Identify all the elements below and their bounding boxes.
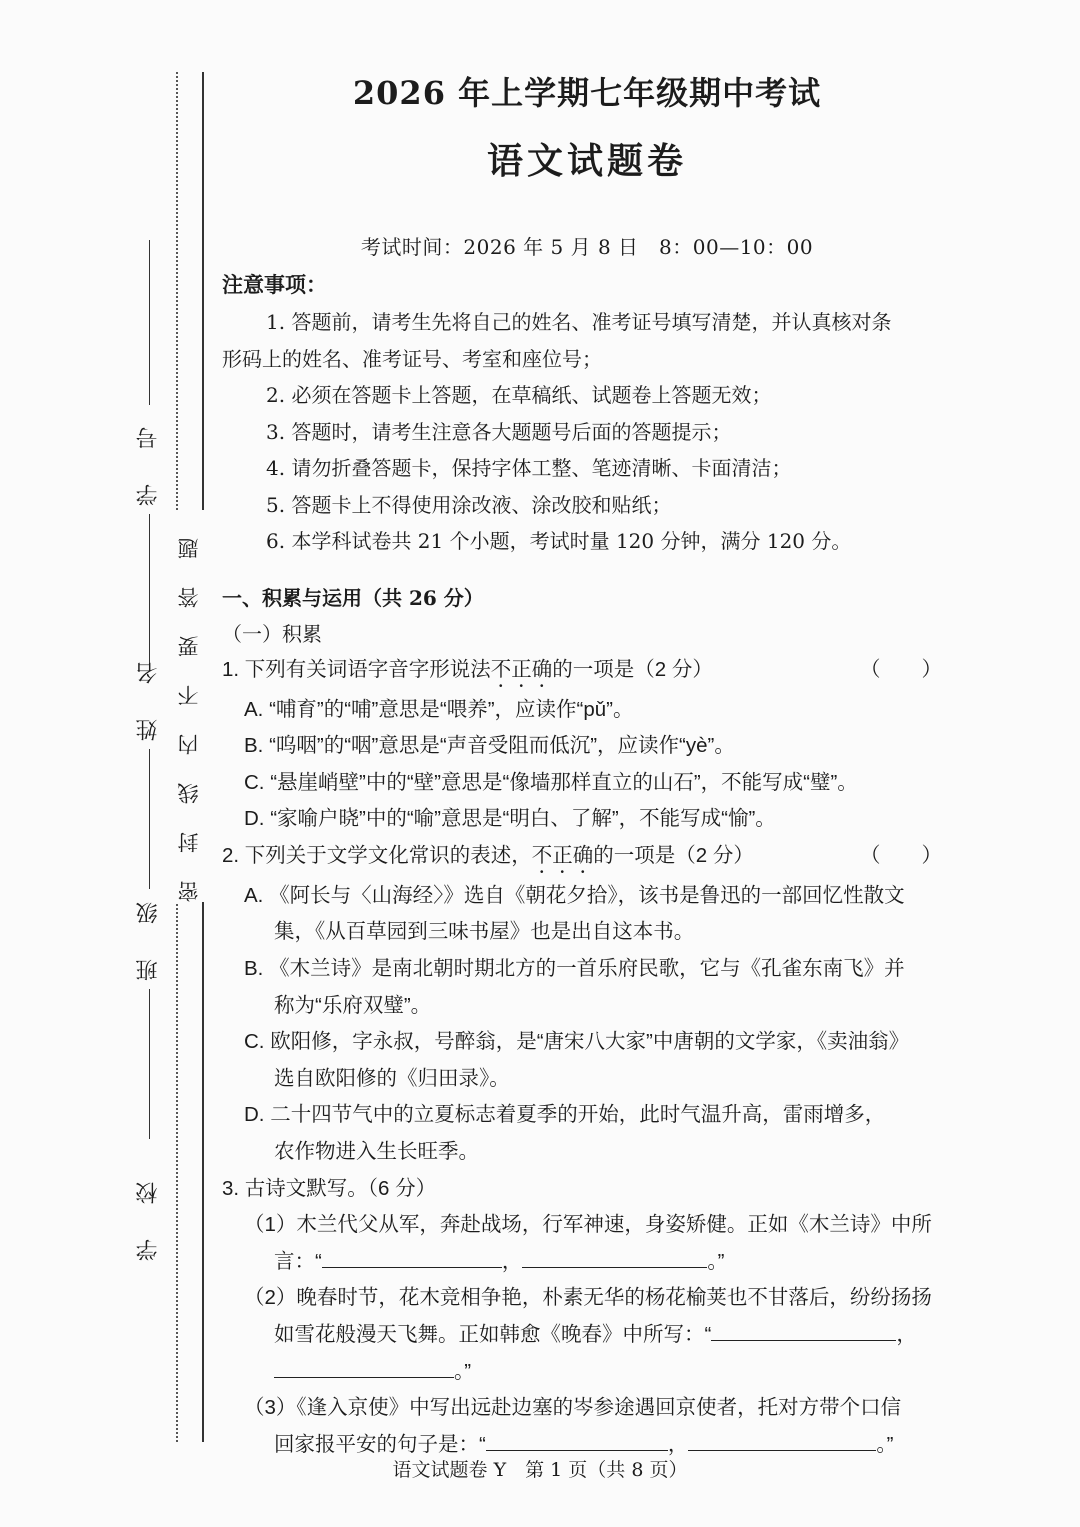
- school-field: [132, 1160, 166, 1269]
- option-a: A. 《阿长与〈山海经〉》选自《朝花夕拾》，该书是鲁迅的一部回忆性散文 集，《从百草园到三味书屋》也是出自这本书。: [244, 883, 905, 944]
- seal-warning-text: 密封线内不要答题: [174, 510, 204, 902]
- exam-content: [222, 70, 952, 1463]
- emphasis-text: 不正确: [531, 843, 594, 867]
- option-b: B. 《木兰诗》是南北朝时期北方的一首乐府民歌，它与《孔雀东南飞》并 称为“乐府双璧”。: [244, 957, 905, 1017]
- question-1: [222, 652, 952, 838]
- name-field: [132, 640, 166, 889]
- sub-question-1: （1）木兰代父从军，奔赴战场，行军神速，身姿矫健。正如《木兰诗》中所 言：“ ， 。”: [244, 1213, 932, 1273]
- student-id-field: [132, 240, 166, 664]
- answer-blank[interactable]: [522, 1247, 707, 1268]
- question-1-stem: 1. 下列有关词语字音字形说法不正确的一项是（2 分） （ ）: [222, 652, 952, 692]
- answer-blank[interactable]: [711, 1320, 896, 1341]
- subsection-heading: （一）积累: [222, 621, 322, 646]
- notice-item: 5. 答题卡上不得使用涂改液、涂改胶和贴纸；: [266, 492, 672, 517]
- class-label: 班 级: [136, 888, 161, 981]
- option-a: A. “哺育”的“哺”意思是“喂养”，应读作“pǔ”。: [244, 697, 634, 721]
- student-id-blank: [149, 240, 150, 405]
- exam-time: 考试时间：2026 年 5 月 8 日 8：00—10：00: [360, 235, 814, 259]
- notice-list: [222, 304, 952, 560]
- section-heading: 一、积累与运用（共 26 分）: [222, 585, 484, 610]
- school-label: 学 校: [136, 1168, 161, 1261]
- option-d: D. 二十四节气中的立夏标志着夏季的开始，此时气温升高，雷雨增多， 农作物进入生长旺季。: [244, 1103, 886, 1164]
- page-footer: 语文试题卷 Y 第 1 页（共 8 页）: [392, 1459, 688, 1481]
- notice-item: 2. 必须在答题卡上答题，在草稿纸、试题卷上答题无效；: [266, 383, 772, 407]
- notice-title: 注意事项：: [222, 272, 327, 297]
- answer-blank[interactable]: [274, 1357, 454, 1378]
- emphasis-text: 不正确: [490, 657, 553, 681]
- answer-blank[interactable]: [322, 1247, 502, 1268]
- answer-paren: （ ）: [860, 843, 942, 867]
- notice-item: 6. 本学科试卷共 21 个小题，考试时量 120 分钟，满分 120 分。: [266, 529, 852, 553]
- sub-question-3: （3）《逢入京使》中写出远赴边塞的岑参途遇回京使者，托对方带个口信 回家报平安的句子是：“ ， 。”: [244, 1396, 902, 1456]
- notice-item: 1. 答题前，请考生先将自己的姓名、准考证号填写清楚，并认真核对条: [266, 310, 892, 334]
- option-c: C. “悬崖峭壁”中的“壁”意思是“像墙那样直立的山石”，不能写成“璧”。: [244, 770, 858, 794]
- notice-item: 3. 答题时，请考生注意各大题题号后面的答题提示；: [266, 419, 732, 444]
- option-b: B. “呜咽”的“咽”意思是“声音受阻而低沉”，应读作“yè”。: [244, 734, 735, 758]
- name-label: 姓 名: [136, 648, 161, 741]
- name-blank: [149, 749, 150, 889]
- option-d: D. “家喻户晓”中的“喻”意思是“明白、了解”，不能写成“愉”。: [244, 807, 776, 831]
- answer-paren: （ ）: [860, 657, 942, 681]
- answer-blank[interactable]: [486, 1430, 668, 1451]
- class-field: [132, 880, 166, 1139]
- question-2-stem: 2. 下列关于文学文化常识的表述，不正确的一项是（2 分） （ ）: [222, 838, 952, 878]
- question-3-stem: 3. 古诗文默写。（6 分）: [222, 1176, 437, 1200]
- exam-subtitle: 语文试题卷: [486, 140, 687, 182]
- sub-question-2: （2）晚春时节，花木竞相争艳，朴素无华的杨花榆荚也不甘落后，纷纷扬扬 如雪花般漫天飞舞。正如韩愈《晚春》中所写：“ ， 。”: [244, 1286, 932, 1383]
- answer-blank[interactable]: [688, 1430, 876, 1451]
- class-blank: [149, 989, 150, 1139]
- exam-title: 2026 年上学期七年级期中考试: [352, 74, 822, 112]
- question-3: [222, 1171, 952, 1464]
- student-id-label: 学 号: [136, 413, 161, 506]
- notice-item: 形码上的姓名、准考证号、考室和座位号；: [222, 346, 602, 371]
- notice-item: 4. 请勿折叠答题卡，保持字体工整、笔迹清晰、卡面清洁；: [266, 456, 792, 480]
- question-2: [222, 838, 952, 1171]
- option-c: C. 欧阳修，字永叔，号醉翁，是“唐宋八大家”中唐朝的文学家，《卖油翁》 选自欧阳修的《归田录》。: [244, 1030, 910, 1090]
